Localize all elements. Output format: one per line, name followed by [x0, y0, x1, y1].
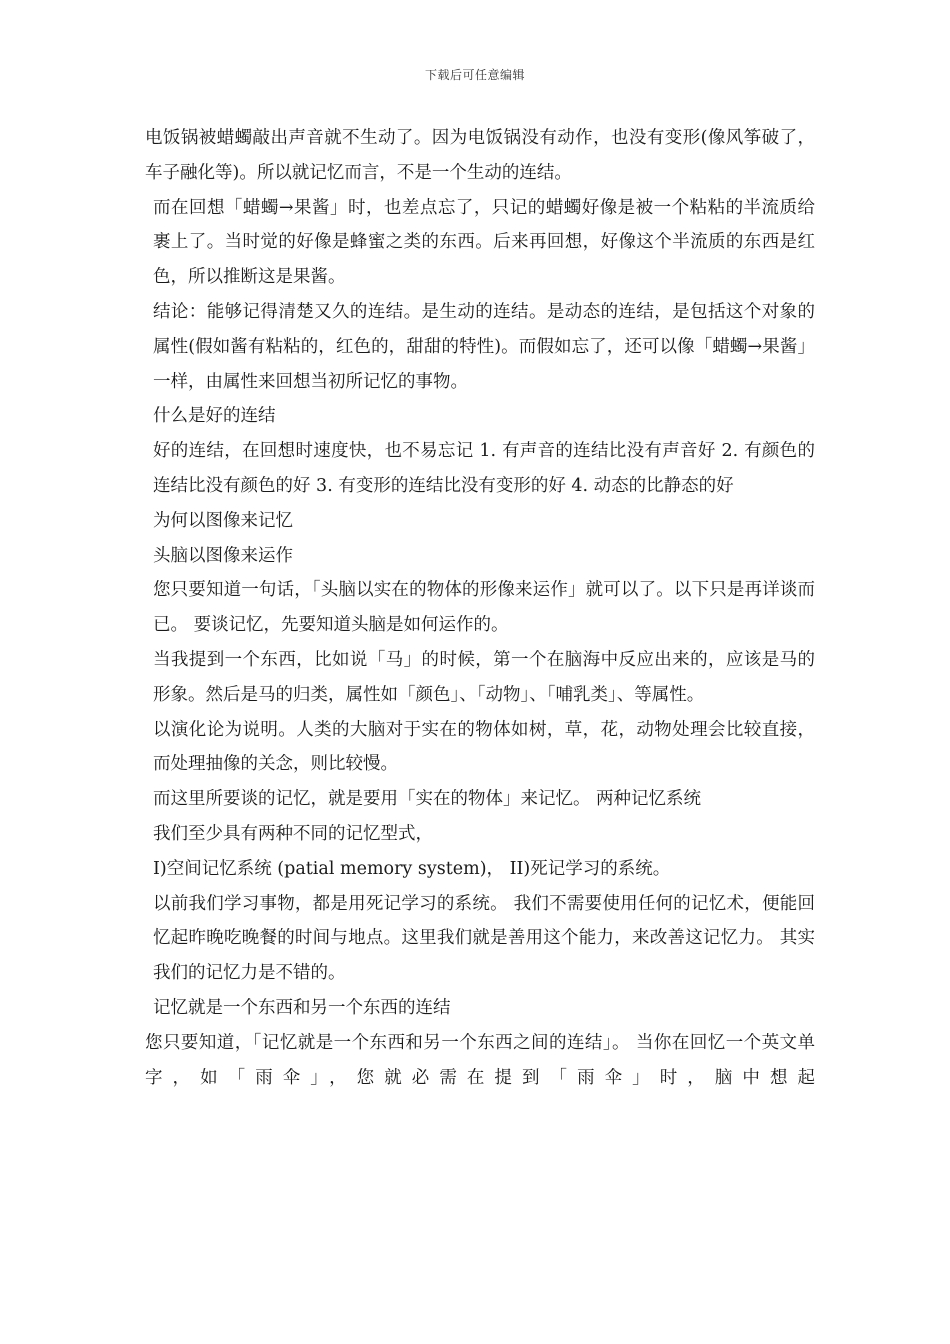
- section-heading: 记忆就是一个东西和另一个东西的连结: [153, 997, 451, 1018]
- paragraph: 我们至少具有两种不同的记忆型式，: [153, 823, 433, 844]
- paragraph: 电饭锅被蜡蠋敲出声音就不生动了。因为电饭锅没有动作，也没有变形(像风筝破了，车子融化等)。所以就记忆而言，不是一个生动的连结。: [145, 128, 815, 183]
- paragraph: 而这里所要谈的记忆，就是要用「实在的物体」来记忆。 两种记忆系统: [153, 789, 702, 810]
- section-heading: 为何以图像来记忆: [153, 510, 293, 531]
- paragraph: 而在回想「蜡蠋→果酱」时，也差点忘了，只记的蜡蠋好像是被一个粘粘的半流质给裹上了。当时觉的好像是蜂蜜之类的东西。后来再回想，好像这个半流质的东西是红色，所以推断这是果酱。: [153, 197, 815, 288]
- paragraph: 结论：能够记得清楚又久的连结。是生动的连结。是动态的连结，是包括这个对象的属性(假如酱有粘粘的，红色的，甜甜的特性)。而假如忘了，还可以像「蜡蠋→果酱」一样，由属性来回想当初所记忆的事物。: [153, 301, 815, 392]
- paragraph: I)空间记忆系统 (patial memory system)， II)死记学习的系统。: [153, 858, 671, 879]
- paragraph: 您只要知道一句话，「头脑以实在的物体的形像来运作」就可以了。以下只是再详谈而已。 要谈记忆，先要知道头脑是如何运作的。: [153, 580, 815, 636]
- section-heading: 头脑以图像来运作: [153, 545, 293, 566]
- paragraph: 您只要知道，「记忆就是一个东西和另一个东西之间的连结」。 当你在回忆一个英文单字，如「雨伞」，您就必需在提到「雨伞」时，脑中想起: [145, 1032, 815, 1088]
- paragraph: 以前我们学习事物，都是用死记学习的系统。 我们不需要使用任何的记忆术，便能回忆起昨晚吃晚餐的时间与地点。这里我们就是善用这个能力，来改善这记忆力。 其实我们的记忆力是不错的。: [153, 893, 815, 984]
- page-header: 下载后可任意编辑: [424, 68, 525, 82]
- section-heading: 什么是好的连结: [153, 406, 276, 427]
- paragraph: 当我提到一个东西，比如说「马」的时候，第一个在脑海中反应出来的，应该是马的形象。然后是马的归类，属性如「颜色」、「动物」、「哺乳类」、等属性。: [153, 649, 815, 705]
- document-body: [145, 121, 815, 1095]
- paragraph: 以演化论为说明。人类的大脑对于实在的物体如树，草，花，动物处理会比较直接，而处理抽像的关念，则比较慢。: [153, 719, 815, 775]
- paragraph: 好的连结，在回想时速度快，也不易忘记 1. 有声音的连结比没有声音好 2. 有颜色的连结比没有颜色的好 3. 有变形的连结比没有变形的好 4. 动态的比静态的好: [153, 441, 815, 496]
